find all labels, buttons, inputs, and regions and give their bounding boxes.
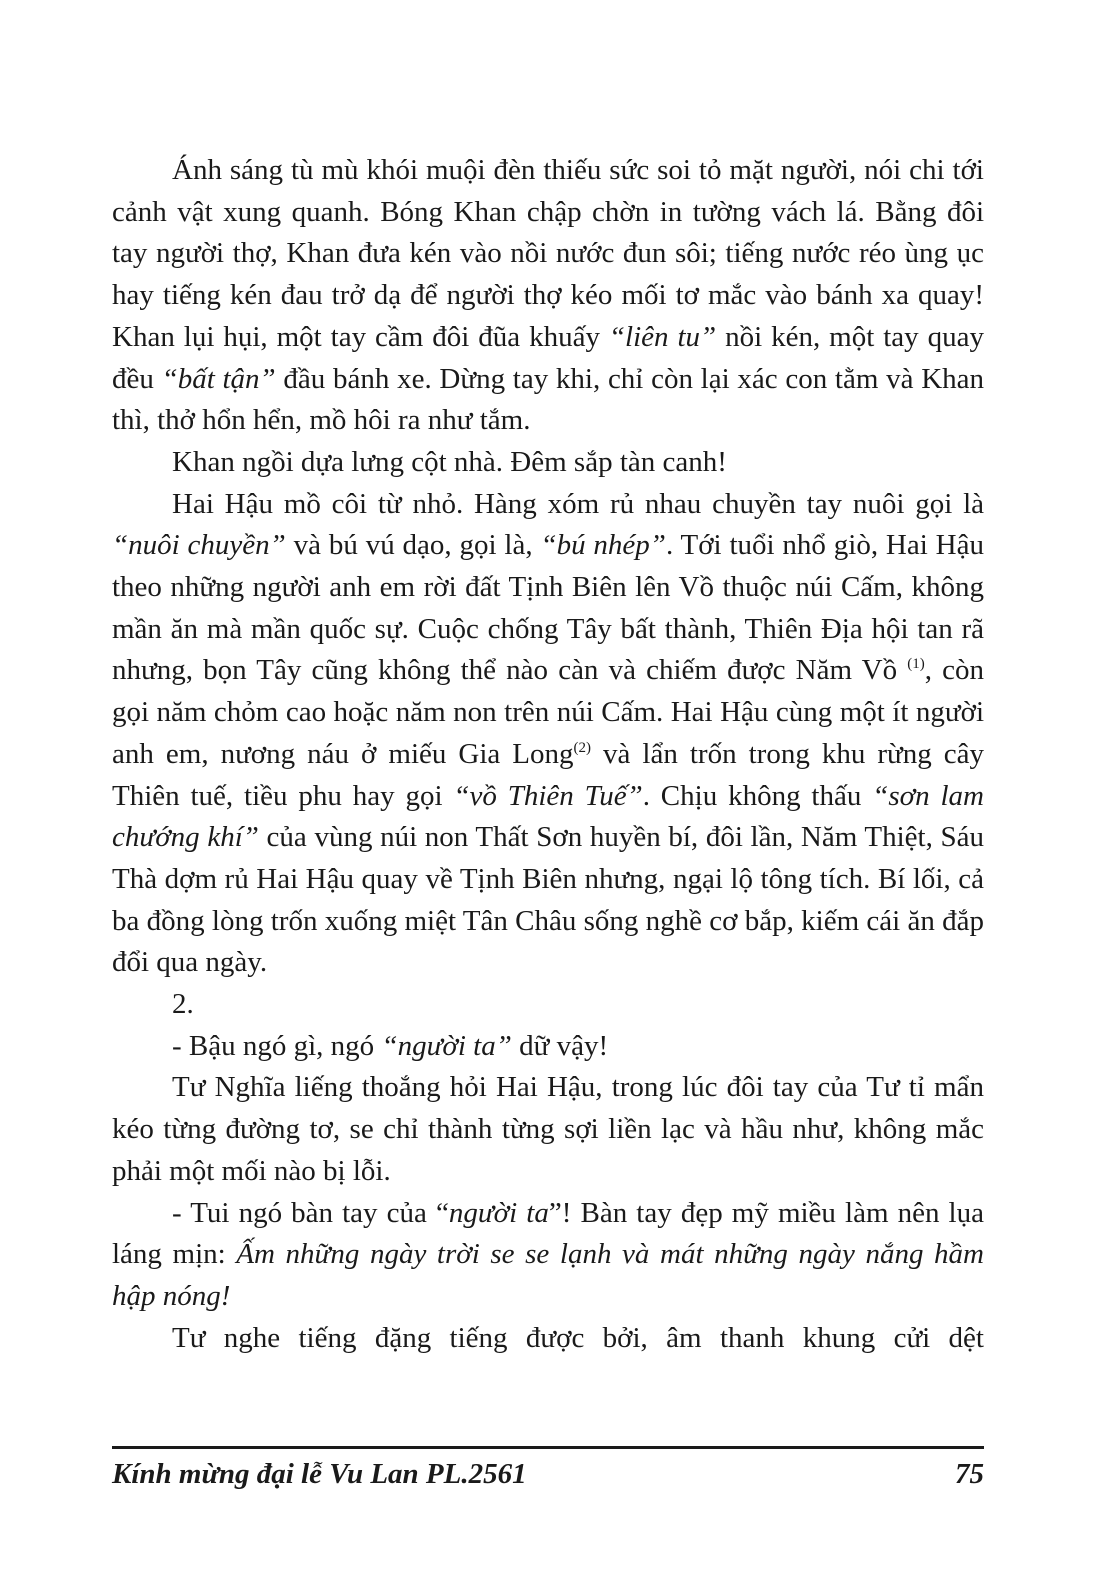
- text-span: , còn gọi năm chỏm cao hoặc năm non trên núi Cấm. Hai Hậu cùng một ít người anh em, nương náu ở miếu Gia Long: [112, 654, 984, 770]
- paragraph: [112, 1318, 984, 1360]
- footnote-ref: (2): [573, 739, 592, 756]
- paragraph: [112, 484, 984, 984]
- text-span: “sơn lam chướng khí”: [112, 779, 984, 854]
- text-span: người ta: [448, 1196, 549, 1229]
- text-span: - Tui ngó bàn tay của “: [172, 1196, 449, 1229]
- text-span: “bú nhép”: [540, 529, 666, 562]
- footer-rule: [112, 1446, 984, 1449]
- paragraph: [112, 1026, 984, 1068]
- text-span: của vùng núi non Thất Sơn huyền bí, đôi lần, Năm Thiệt, Sáu Thà dợm rủ Hai Hậu quay về Tịnh Biên nhưng, ngại lộ tông tích. Bí lối, cả ba đồng lòng trốn xuống miệt Tân Châu sống nghề cơ bắp, kiếm cái ăn đắp đổi qua ngày.: [112, 821, 984, 979]
- page-number: 75: [955, 1458, 984, 1490]
- text-span: và lẩn trốn trong khu rừng cây Thiên tuế, tiều phu hay gọi: [112, 737, 984, 812]
- paragraph: [112, 150, 984, 442]
- text-span: “bất tận”: [161, 362, 276, 395]
- text-span: đầu bánh xe. Dừng tay khi, chỉ còn lại xác con tằm và Khan thì, thở hổn hển, mồ hôi ra như tắm.: [112, 362, 985, 437]
- paragraph: [112, 984, 984, 1026]
- footer-title: Kính mừng đại lễ Vu Lan PL.2561: [112, 1458, 527, 1490]
- text-span: ”! Bàn tay đẹp mỹ miều làm nên lụa láng mịn:: [112, 1196, 984, 1271]
- page-footer: [112, 1458, 984, 1491]
- text-span: nồi kén, một tay quay đều: [112, 320, 984, 395]
- paragraph: [112, 1193, 984, 1318]
- text-span: Ấm những ngày trời se se lạnh và mát những ngày nắng hầm hập nóng!: [112, 1238, 984, 1312]
- text-span: Hai Hậu mồ côi từ nhỏ. Hàng xóm rủ nhau chuyền tay nuôi gọi là: [172, 487, 984, 520]
- text-span: dữ vậy!: [511, 1029, 609, 1062]
- text-span: Ánh sáng tù mù khói muội đèn thiếu sức soi tỏ mặt người, nói chi tới cảnh vật xung quanh. Bóng Khan chập chờn in tường vách lá. Bằng đôi tay người thợ, Khan đưa kén vào nồi nước đun sôi; tiếng nước réo ùng ục hay tiếng kén đau trở dạ để người thợ kéo mối tơ mắc vào bánh xa quay! Khan lụi hụi, một tay cầm đôi đũa khuấy: [112, 154, 984, 353]
- text-span: Tư Nghĩa liếng thoắng hỏi Hai Hậu, trong lúc đôi tay của Tư tỉ mẩn kéo từng đường tơ, se chỉ thành từng sợi liền lạc và hầu như, không mắc phải một mối nào bị lỗi.: [112, 1071, 984, 1187]
- text-span: . Tới tuổi nhổ giò, Hai Hậu theo những người anh em rời đất Tịnh Biên lên Vồ thuộc núi Cấm, không mần ăn mà mần quốc sự. Cuộc chống Tây bất thành, Thiên Địa hội tan rã nhưng, bọn Tây cũng không thể nào càn và chiếm được Năm Vồ: [112, 529, 984, 687]
- page-body: [112, 150, 984, 1359]
- text-span: “nuôi chuyền”: [112, 529, 286, 562]
- footnote-ref: (1): [907, 656, 925, 673]
- text-span: và bú vú dạo, gọi là,: [285, 529, 541, 562]
- paragraph: [112, 442, 984, 484]
- text-span: - Bậu ngó gì, ngó: [172, 1029, 382, 1062]
- text-span: Khan ngồi dựa lưng cột nhà. Đêm sắp tàn canh!: [172, 445, 727, 478]
- text-span: . Chịu không thấu: [642, 779, 873, 812]
- text-span: “người ta”: [381, 1029, 512, 1062]
- text-span: Tư nghe tiếng đặng tiếng được bởi, âm thanh khung cửi dệt: [172, 1321, 984, 1354]
- text-span: “liên tu”: [608, 320, 717, 353]
- text-span: “vồ Thiên Tuế”: [453, 779, 643, 812]
- text-span: 2.: [172, 988, 194, 1021]
- paragraph: [112, 1067, 984, 1192]
